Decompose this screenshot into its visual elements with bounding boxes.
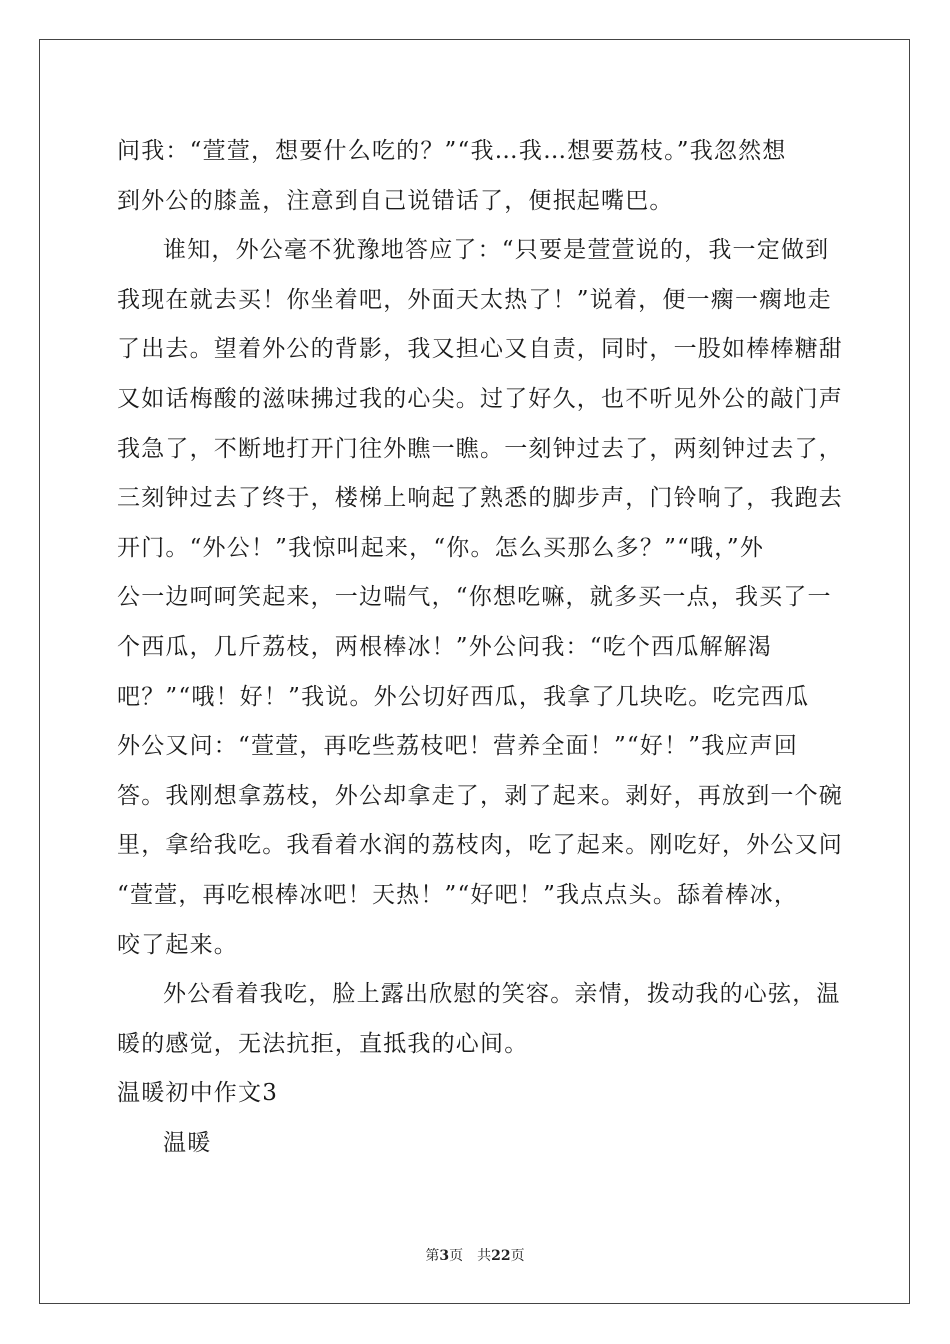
text-line: 个西瓜，几斤荔枝，两根棒冰！”外公问我：“吃个西瓜解解渴: [117, 633, 773, 660]
text-line: 咬了起来。: [117, 931, 238, 958]
text-line: 又如话梅酸的滋味拂过我的心尖。过了好久，也不听见外公的敲门声: [117, 385, 843, 412]
text-line: 了出去。望着外公的背影，我又担心又自责，同时，一股如棒棒糖甜: [117, 336, 843, 363]
text-line: 公一边呵呵笑起来，一边喘气，“你想吃嘛，就多买一点，我买了一: [117, 584, 832, 611]
total-prefix: 共: [477, 1248, 492, 1264]
total-suffix: 页: [510, 1248, 525, 1264]
text-line: 吧？”“哦！好！”我说。外公切好西瓜，我拿了几块吃。吃完西瓜: [117, 683, 810, 710]
text-line: 谁知，外公毫不犹豫地答应了：“只要是萱萱说的，我一定做到: [163, 237, 830, 264]
page-footer: [0, 1246, 950, 1266]
text-line: 到外公的膝盖，注意到自己说错话了，便抿起嘴巴。: [117, 187, 674, 214]
essay-title: 温暖: [163, 1129, 212, 1156]
text-line: 里，拿给我吃。我看着水润的荔枝肉，吃了起来。刚吃好，外公又问: [117, 832, 843, 859]
text-line: “萱萱，再吃根棒冰吧！天热！”“好吧！”我点点头。舔着棒冰，: [117, 881, 799, 908]
text-line: 问我：“萱萱，想要什么吃的？”“我…我…想要荔枝。”我忽然想: [117, 138, 787, 164]
text-line: 三刻钟过去了终于，楼梯上响起了熟悉的脚步声，门铃响了，我跑去: [117, 485, 843, 512]
text-line: 我急了，不断地打开门往外瞧一瞧。一刻钟过去了，两刻钟过去了，: [117, 435, 843, 462]
page-total: 22: [491, 1248, 511, 1264]
text-line: 外公又问：“萱萱，再吃些荔枝吧！营养全面！”“好！”我应声回: [117, 733, 799, 760]
text-line: 答。我刚想拿荔枝，外公却拿走了，剥了起来。剥好，再放到一个碗: [117, 782, 843, 809]
text-line: 开门。“外公！”我惊叫起来，“你。怎么买那么多？”“哦，”外: [117, 534, 765, 561]
document-body: [117, 127, 843, 1168]
section-heading: 温暖初中作文3: [117, 1080, 279, 1107]
text-line: 外公看着我吃，脸上露出欣慰的笑容。亲情，拨动我的心弦，温: [163, 981, 841, 1008]
page-current: 3: [439, 1248, 450, 1264]
page-prefix: 第: [425, 1248, 440, 1264]
page-suffix: 页: [449, 1248, 464, 1264]
text-line: 暖的感觉，无法抗拒，直抵我的心间。: [117, 1030, 529, 1057]
text-line: 我现在就去买！你坐着吧，外面天太热了！”说着，便一瘸一瘸地走: [117, 286, 832, 313]
